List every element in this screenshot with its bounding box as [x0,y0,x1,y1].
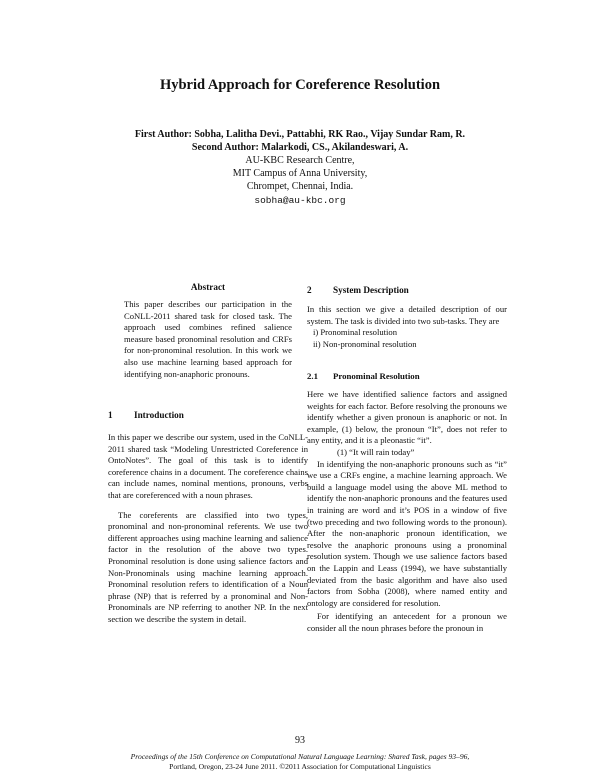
author-block [0,128,600,207]
second-author: Second Author: Malarkodi, CS., Akilandeswari, A. [191,142,409,153]
proceedings-footer [0,752,600,772]
system-body [307,304,507,350]
affiliation-line-1: AU-KBC Research Centre, [245,155,355,166]
paper-title: Hybrid Approach for Coreference Resolution [159,77,441,93]
first-author: First Author: Sobha, Lalitha Devi., Pattabhi, RK Rao., Vijay Sundar Ram, R. [134,129,466,140]
subsection-2-1-heading [307,371,420,381]
section-2-title: System Description [333,285,409,295]
system-list-item-2: ii) Non-pronominal resolution [313,338,417,349]
affiliation-line-3: Chrompet, Chennai, India. [246,181,354,192]
footer-line-2: Portland, Oregon, 23-24 June 2011. ©2011 Association for Computational Linguistics [169,762,431,771]
section-1-title: Introduction [134,410,184,420]
affiliation-line-2: MIT Campus of Anna University, [232,168,368,179]
footer-line-1: Proceedings of the 15th Conference on Computational Natural Language Learning: Shared Task, pages 93–96, [130,752,470,761]
author-email: sobha@au-kbc.org [254,195,346,206]
abstract-paragraph: This paper describes our participation in the CoNLL-2011 shared task for closed task. The approach used combines refined salience measure based pronominal resolution and CRFs for non-pronominal resolution. In this work we also use machine learning based approach for identifying non-anaphoric pronouns. [124,299,292,379]
intro-body [108,432,308,626]
pronominal-body [307,389,507,634]
pronominal-paragraph-2: In identifying the non-anaphoric pronouns such as “it” we use a CRFs engine, a machine learning approach. We build a language model using the above ML method to identify the non-anaphoric pronouns and the features used in training are word and it’s POS in a window of five (two preceding and two following words to the pronoun). After the non-anaphoric pronoun identification, we resolve the anaphoric pronouns using a pronominal resolution system. Though we use salience factors based on the Lappin and Leass (1994), we have substantially deviated from the basic algorithm and have also used factors from Sobha (2008), where named entity and ontology are considered for resolution. [307,458,507,608]
subsection-2-1-number: 2.1 [307,371,318,381]
pronominal-paragraph-1: Here we have identified salience factors and assigned weights for each factor. Before resolving the pronouns we identify whether a given pronoun is anaphoric or not. In example, (1) below, the pronoun “It”, does not refer to any entity, and it is a pleonastic “it”. [307,389,507,446]
pronominal-example: (1) “It will rain today” [337,446,415,457]
abstract-heading: Abstract [190,282,226,292]
intro-paragraph-1: In this paper we describe our system, used in the CoNLL-2011 shared task “Modeling Unrestricted Coreference in OntoNotes”. The goal of this task is to identify coreference chains in a document. The coreference chains can include names, nominal mentions, pronouns, verbs that are coreferenced with a noun phrases. [108,432,308,500]
section-2-number: 2 [307,285,312,295]
section-1-heading [108,410,184,420]
subsection-2-1-title: Pronominal Resolution [333,371,420,381]
abstract-text [124,299,292,380]
section-1-number: 1 [108,410,113,420]
pronominal-paragraph-3: For identifying an antecedent for a pronoun we consider all the noun phrases before the pronoun in [307,611,507,633]
system-list-item-1: i) Pronominal resolution [313,327,398,338]
intro-paragraph-2: The coreferents are classified into two types, pronominal and non-pronominal referents. We use two different approaches using machine learning and salience factor in the resolution of the above two types. Pronominal resolution is done using salience factors and Non-Pronominals using machine learning approach. Pronominal resolution refers to identification of a Noun phrase (NP) that is referred by a pronominal and Non-Pronominals are NP referring to another NP. In the next section we describe the system in detail. [108,509,308,624]
page-number: 93 [295,735,305,746]
section-2-heading [307,285,409,295]
system-paragraph-1: In this section we give a detailed description of our system. The task is divided into two sub-tasks. They are [307,304,507,326]
